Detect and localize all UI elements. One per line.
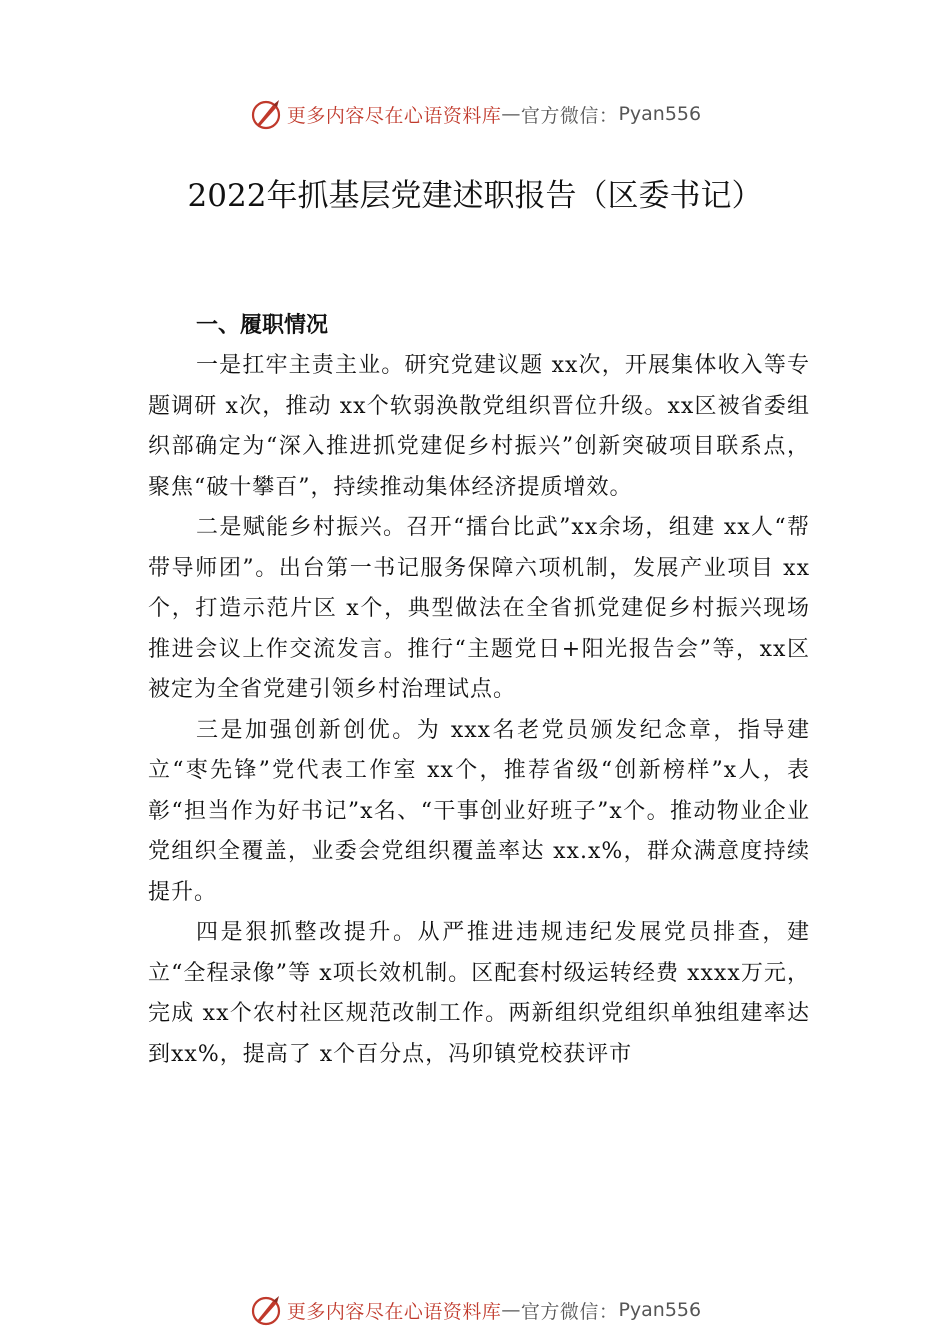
paragraph-3: 三是加强创新创优。为 xxx名老党员颁发纪念章，指导建立“枣先锋”党代表工作室 xx个，推荐省级“创新榜样”x人，表彰“担当作为好书记”x名、“干事创业好班子”x个。推动物业企业党组织全覆盖，业委会党组织覆盖率达 xx.x%，群众满意度持续提升。 bbox=[148, 717, 810, 905]
banner-dash: — bbox=[501, 1299, 521, 1321]
banner-brand-text: 更多内容尽在心语资料库 bbox=[286, 104, 502, 127]
banner-dash: — bbox=[501, 103, 521, 125]
document-body bbox=[148, 306, 810, 1075]
section-heading: 一、履职情况 bbox=[196, 313, 329, 338]
paragraph-4: 四是狠抓整改提升。从严推进违规违纪发展党员排查，建立“全程录像”等 x项长效机制。区配套村级运转经费 xxxx万元，完成 xx个农村社区规范改制工作。两新组织党组织单独组建率达到xx%，提高了 x个百分点，冯卯镇党校获评市 bbox=[148, 920, 810, 1067]
banner-wechat-label: 官方微信： bbox=[520, 1300, 619, 1323]
document-title: 2022年抓基层党建述职报告（区委书记） bbox=[187, 178, 763, 214]
banner-wechat-label: 官方微信： bbox=[520, 104, 619, 127]
watermark-banner-bottom bbox=[0, 1290, 950, 1330]
paragraph-1: 一是扛牢主责主业。研究党建议题 xx次，开展集体收入等专题调研 x次，推动 xx个软弱涣散党组织晋位升级。xx区被省委组织部确定为“深入推进抓党建促乡村振兴”创新突破项目联系点，聚焦“破十攀百”，持续推动集体经济提质增效。 bbox=[148, 353, 810, 500]
banner-brand-text: 更多内容尽在心语资料库 bbox=[286, 1300, 502, 1323]
banner-wechat-handle: Pyan556 bbox=[618, 103, 702, 125]
watermark-banner-top bbox=[0, 94, 950, 134]
banner-wechat-handle: Pyan556 bbox=[618, 1299, 702, 1321]
quill-pen-logo-icon bbox=[249, 1293, 283, 1327]
quill-pen-logo-icon bbox=[249, 97, 283, 131]
paragraph-2: 二是赋能乡村振兴。召开“擂台比武”xx余场，组建 xx人“帮带导师团”。出台第一书记服务保障六项机制，发展产业项目 xx个，打造示范片区 x个，典型做法在全省抓党建促乡村振兴现场推进会议上作交流发言。推行“主题党日+阳光报告会”等，xx区被定为全省党建引领乡村治理试点。 bbox=[148, 515, 810, 702]
